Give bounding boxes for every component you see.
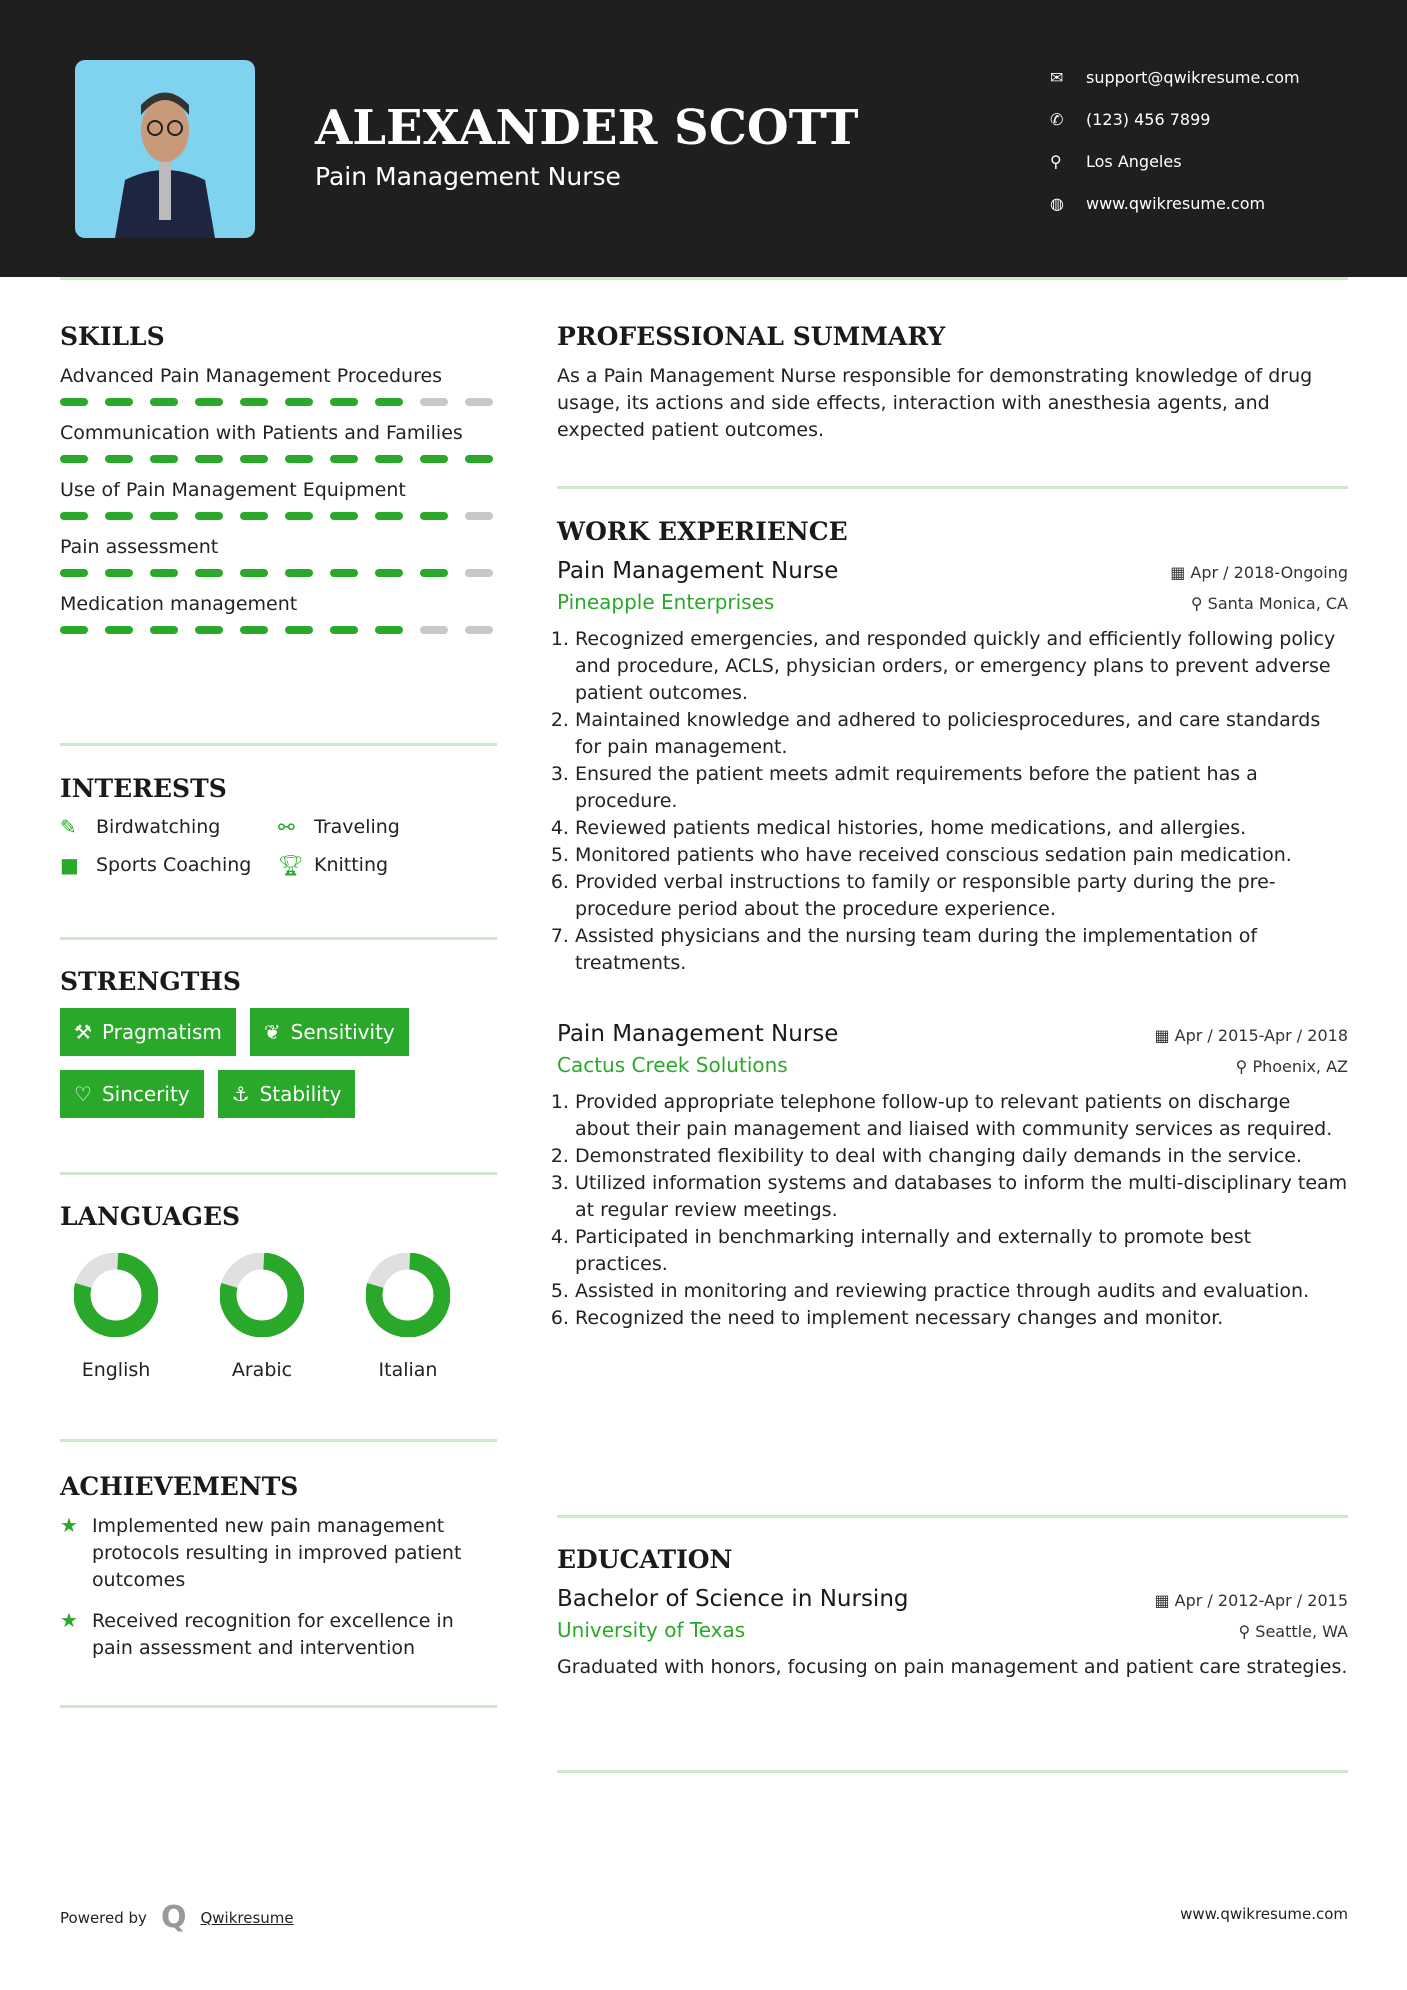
divider xyxy=(60,743,497,746)
skill-label: Pain assessment xyxy=(60,536,219,558)
skill-label: Communication with Patients and Families xyxy=(60,422,463,444)
skill-item xyxy=(60,534,497,577)
skill-level-bar xyxy=(60,455,497,463)
skill-label: Use of Pain Management Equipment xyxy=(60,479,406,501)
skill-item xyxy=(60,477,497,520)
language-donut xyxy=(220,1253,304,1337)
footer-url[interactable]: www.qwikresume.com xyxy=(1180,1905,1348,1923)
skill-dash xyxy=(150,569,178,577)
skill-dash xyxy=(240,626,268,634)
degree: Bachelor of Science in Nursing xyxy=(557,1586,909,1612)
education-section: EDUCATION Bachelor of Science in Nursing ▦ Apr / 2012-Apr / 2015 University of Texas ⚲ Seattle, WA Graduated with honors, focusing on pain management and patient care strategies. xyxy=(557,1545,1348,1681)
job-title: Pain Management Nurse xyxy=(557,1021,839,1047)
skill-dash xyxy=(465,569,493,577)
language-label: English xyxy=(81,1359,151,1381)
skill-dash xyxy=(330,569,358,577)
pin-icon: ⚲ xyxy=(1190,594,1208,613)
skill-dash xyxy=(465,398,493,406)
job-bullets xyxy=(557,626,1348,977)
skill-dash xyxy=(330,512,358,520)
bullet: 4. Participated in benchmarking internally and externally to promote best practices. xyxy=(575,1224,1348,1278)
skill-level-bar xyxy=(60,512,497,520)
strength-tag: ❦ Sensitivity xyxy=(250,1008,409,1056)
qwikresume-logo-icon: Q xyxy=(160,1900,187,1935)
skill-dash xyxy=(375,455,403,463)
strength-tag: ♡ Sincerity xyxy=(60,1070,204,1118)
section-heading: ACHIEVEMENTS xyxy=(60,1472,299,1501)
bullet: 6. Provided verbal instructions to family or responsible party during the pre-procedure period about the procedure experience. xyxy=(575,869,1348,923)
education-text: Graduated with honors, focusing on pain management and patient care strategies. xyxy=(557,1656,1348,1678)
section-heading: PROFESSIONAL SUMMARY xyxy=(557,322,946,351)
briefcase-icon: ■ xyxy=(60,853,79,877)
skill-dash xyxy=(240,512,268,520)
binoculars-icon: ⚯ xyxy=(278,815,295,839)
skill-item xyxy=(60,591,497,634)
skill-dash xyxy=(330,455,358,463)
job-title: Pain Management Nurse xyxy=(557,558,839,584)
interests-section xyxy=(60,774,497,877)
contact-list xyxy=(1050,56,1300,224)
interest-item: ■ Sports Coaching xyxy=(60,853,252,877)
envelope-icon: ✉ xyxy=(1050,67,1064,87)
skill-dash xyxy=(285,569,313,577)
skill-dash xyxy=(195,398,223,406)
skill-dash xyxy=(375,569,403,577)
bullet: 2. Maintained knowledge and adhered to policiesprocedures, and care standards for pain management. xyxy=(575,707,1348,761)
achievement-item: ★ Received recognition for excellence in pain assessment and intervention xyxy=(60,1608,497,1662)
bullet: 4. Reviewed patients medical histories, home medications, and allergies. xyxy=(575,815,1348,842)
strengths-section xyxy=(60,967,497,1118)
divider xyxy=(557,1515,1348,1518)
header xyxy=(0,0,1407,277)
company: Pineapple Enterprises xyxy=(557,590,775,614)
job-entry: Pain Management Nurse ▦ Apr / 2015-Apr / 2018 Cactus Creek Solutions ⚲ Phoenix, AZ 1. Provided appropriate telephone follow-up to relevant patients on discharge about their pain management and liaised with community services as required. 2. Demonstrated flexibility to deal with changing daily demands in the service. 3. Utilized information systems and databases to inform the multi-disciplinary team at regular review meetings. 4. Participated in benchmarking internally and externally to promote best practices. 5. Assisted in monitoring and reviewing practice through audits and evaluation. 6. Recognized the need to implement necessary changes and monitor. xyxy=(557,1021,1348,1332)
star-icon: ★ xyxy=(60,1608,78,1632)
summary-text: As a Pain Management Nurse responsible for demonstrating knowledge of drug usage, its actions and side effects, interaction with anesthesia agents, and expected patient outcomes. xyxy=(557,365,1313,441)
skill-dash xyxy=(195,512,223,520)
section-heading: WORK EXPERIENCE xyxy=(557,517,848,546)
bullet: 3. Utilized information systems and databases to inform the multi-disciplinary team at regular review meetings. xyxy=(575,1170,1348,1224)
skill-level-bar xyxy=(60,626,497,634)
skill-dash xyxy=(465,455,493,463)
languages-section xyxy=(60,1202,497,1381)
divider xyxy=(557,1770,1348,1773)
skill-dash xyxy=(420,512,448,520)
interest-item: ✎ Birdwatching xyxy=(60,815,221,839)
calendar-icon: ▦ xyxy=(1154,1026,1175,1045)
skill-label: Advanced Pain Management Procedures xyxy=(60,365,443,387)
qwikresume-link[interactable]: Qwikresume xyxy=(200,1908,294,1927)
skill-dash xyxy=(60,512,88,520)
skill-dash xyxy=(60,626,88,634)
strength-tag: ⚒ Pragmatism xyxy=(60,1008,236,1056)
edit-icon: ✎ xyxy=(60,815,77,839)
skill-dash xyxy=(420,398,448,406)
divider xyxy=(60,1439,497,1442)
skill-dash xyxy=(240,455,268,463)
skill-dash xyxy=(375,398,403,406)
interest-item: ⚯ Traveling xyxy=(278,815,400,839)
pin-icon: ⚲ xyxy=(1238,1622,1256,1641)
phone-icon: ✆ xyxy=(1050,109,1064,129)
skill-dash xyxy=(330,398,358,406)
bullet: 6. Recognized the need to implement necessary changes and monitor. xyxy=(575,1305,1348,1332)
globe-icon: ◍ xyxy=(1050,193,1064,213)
skill-dash xyxy=(60,569,88,577)
skill-dash xyxy=(150,512,178,520)
candidate-title: Pain Management Nurse xyxy=(315,162,621,191)
bullet: 2. Demonstrated flexibility to deal with changing daily demands in the service. xyxy=(575,1143,1348,1170)
heart-icon: ♡ xyxy=(74,1082,92,1106)
profile-photo xyxy=(75,60,255,238)
skill-dash xyxy=(105,569,133,577)
divider xyxy=(60,1172,497,1175)
skill-dash xyxy=(375,512,403,520)
skill-dash xyxy=(105,626,133,634)
divider xyxy=(557,486,1348,489)
skill-dash xyxy=(60,455,88,463)
skill-level-bar xyxy=(60,569,497,577)
skill-dash xyxy=(195,626,223,634)
section-heading: LANGUAGES xyxy=(60,1202,241,1231)
language-donut xyxy=(366,1253,450,1337)
bullet: 3. Ensured the patient meets admit requirements before the patient has a procedure. xyxy=(575,761,1348,815)
skill-dash xyxy=(240,398,268,406)
skill-item xyxy=(60,420,497,463)
divider xyxy=(60,1705,497,1708)
summary-section xyxy=(557,322,1348,444)
divider xyxy=(60,277,1348,280)
calendar-icon: ▦ xyxy=(1154,1591,1175,1610)
contact-location: ⚲ Los Angeles xyxy=(1050,151,1182,171)
section-heading: SKILLS xyxy=(60,322,165,351)
skill-dash xyxy=(420,626,448,634)
skill-dash xyxy=(195,569,223,577)
map-pin-icon: ⚲ xyxy=(1050,151,1062,171)
trophy-icon: 🏆︎ xyxy=(278,853,304,877)
job-bullets xyxy=(557,1089,1348,1332)
skill-dash xyxy=(465,626,493,634)
achievement-item: ★ Implemented new pain management protocols resulting in improved patient outcomes xyxy=(60,1513,497,1594)
contact-website[interactable]: ◍ www.qwikresume.com xyxy=(1050,193,1266,213)
language-label: Italian xyxy=(378,1359,438,1381)
skill-dash xyxy=(285,398,313,406)
section-heading: INTERESTS xyxy=(60,774,227,803)
star-icon: ★ xyxy=(60,1513,78,1537)
bullet: 1. Recognized emergencies, and responded quickly and efficiently following policy and procedure, ACLS, physician orders, or emergency plans to prevent adverse patient outcomes. xyxy=(575,626,1348,707)
skill-dash xyxy=(105,398,133,406)
bullet: 7. Assisted physicians and the nursing team during the implementation of treatments. xyxy=(575,923,1348,977)
achievements-section xyxy=(60,1472,497,1676)
section-heading: EDUCATION xyxy=(557,1545,733,1574)
skill-dash xyxy=(465,512,493,520)
bullet: 5. Assisted in monitoring and reviewing practice through audits and evaluation. xyxy=(575,1278,1348,1305)
language-donut xyxy=(74,1253,158,1337)
contact-email[interactable]: ✉ support@qwikresume.com xyxy=(1050,67,1300,87)
bullet: 1. Provided appropriate telephone follow-up to relevant patients on discharge about their pain management and liaised with community services as required. xyxy=(575,1089,1348,1143)
footer-left: Powered by Q Qwikresume xyxy=(60,1900,294,1935)
gavel-icon: ⚒ xyxy=(74,1020,92,1044)
skill-dash xyxy=(105,512,133,520)
skill-level-bar xyxy=(60,398,497,406)
skill-dash xyxy=(150,398,178,406)
skill-dash xyxy=(60,398,88,406)
skill-item xyxy=(60,363,497,406)
strength-tag: ⚓ Stability xyxy=(218,1070,356,1118)
section-heading: STRENGTHS xyxy=(60,967,241,996)
contact-phone[interactable]: ✆ (123) 456 7899 xyxy=(1050,109,1211,129)
calendar-icon: ▦ xyxy=(1170,563,1191,582)
skill-dash xyxy=(150,626,178,634)
divider xyxy=(60,937,497,940)
interest-item: 🏆︎ Knitting xyxy=(278,853,389,877)
skill-dash xyxy=(330,626,358,634)
candidate-name: ALEXANDER SCOTT xyxy=(315,100,859,156)
skill-dash xyxy=(195,455,223,463)
leaf-icon: ❦ xyxy=(263,1020,281,1044)
company: Cactus Creek Solutions xyxy=(557,1053,788,1077)
skill-dash xyxy=(285,455,313,463)
language-item xyxy=(74,1253,158,1381)
skill-dash xyxy=(420,569,448,577)
school: University of Texas xyxy=(557,1618,746,1642)
pin-icon: ⚲ xyxy=(1235,1057,1253,1076)
bullet: 5. Monitored patients who have received conscious sedation pain medication. xyxy=(575,842,1348,869)
skill-dash xyxy=(285,512,313,520)
skill-dash xyxy=(285,626,313,634)
skill-dash xyxy=(420,455,448,463)
job-entry: Pain Management Nurse ▦ Apr / 2018-Ongoing Pineapple Enterprises ⚲ Santa Monica, CA 1. Recognized emergencies, and responded quickly and efficiently following policy and procedure, ACLS, physician orders, or emergency plans to prevent adverse patient outcomes. 2. Maintained knowledge and adhered to policiesprocedures, and care standards for pain management. 3. Ensured the patient meets admit requirements before the patient has a procedure. 4. Reviewed patients medical histories, home medications, and allergies. 5. Monitored patients who have received conscious sedation pain medication. 6. Provided verbal instructions to family or responsible party during the pre-procedure period about the procedure experience. 7. Assisted physicians and the nursing team during the implementation of treatments. xyxy=(557,558,1348,977)
language-item xyxy=(366,1253,450,1381)
skill-dash xyxy=(105,455,133,463)
skill-dash xyxy=(240,569,268,577)
skill-dash xyxy=(150,455,178,463)
language-item xyxy=(220,1253,304,1381)
skill-label: Medication management xyxy=(60,593,298,615)
skills-section xyxy=(60,322,497,648)
skill-dash xyxy=(375,626,403,634)
language-label: Arabic xyxy=(231,1359,293,1381)
anchor-icon: ⚓ xyxy=(231,1082,250,1106)
experience-section xyxy=(557,517,1348,1376)
